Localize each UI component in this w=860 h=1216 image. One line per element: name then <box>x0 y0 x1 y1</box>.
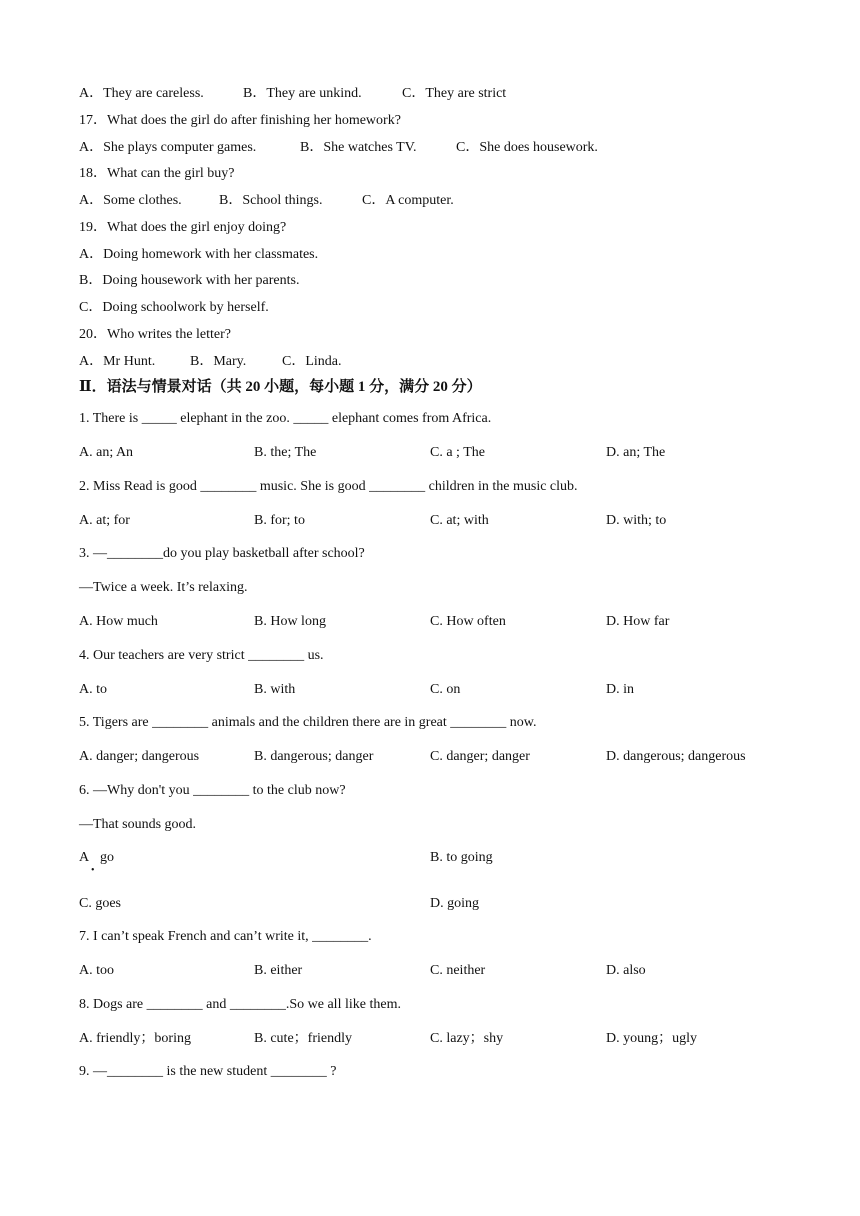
q7-options <box>79 962 799 980</box>
option-d: D. young；ugly <box>606 1031 697 1046</box>
option-c: C. a ; The <box>430 445 485 460</box>
option-a: A. at; for <box>79 513 130 528</box>
option: B．School things. <box>219 193 323 208</box>
option-d: D. dangerous; dangerous <box>606 749 746 764</box>
option-c: C. neither <box>430 963 486 978</box>
question-stem: 1. There is _____ elephant in the zoo. _____ elephant comes from Africa. <box>79 411 492 426</box>
option-a: A. too <box>79 963 114 978</box>
option-a: A. to <box>79 682 107 697</box>
option-dot: • <box>91 865 95 876</box>
question-stem: 20．Who writes the letter? <box>79 327 232 342</box>
q20-options <box>79 353 799 371</box>
q6-options-row1 <box>79 849 799 867</box>
question-stem: 17．What does the girl do after finishing her homework? <box>79 113 401 128</box>
option-b: B. to going <box>430 850 493 865</box>
option-c: C. at; with <box>430 513 489 528</box>
option-a-letter: A <box>79 850 90 865</box>
question-stem: 5. Tigers are ________ animals and the children there are in great ________ now. <box>79 715 537 730</box>
option: B．She watches TV. <box>300 140 417 155</box>
option: C．Linda. <box>282 354 342 369</box>
option-b: B. the; The <box>254 445 317 460</box>
option: A．Doing homework with her classmates. <box>79 247 319 262</box>
q8-options <box>79 1030 799 1048</box>
question-stem: 6. —Why don't you ________ to the club now? <box>79 783 346 798</box>
option-b: B. with <box>254 682 296 697</box>
option-b: B. dangerous; danger <box>254 749 374 764</box>
option: B．They are unkind. <box>243 86 362 101</box>
dialogue-reply: —Twice a week. It’s relaxing. <box>79 580 248 595</box>
dialogue-reply: —That sounds good. <box>79 817 197 832</box>
option-c: C. goes <box>79 896 121 911</box>
q6-options-row2 <box>79 895 799 913</box>
option-c: C. on <box>430 682 461 697</box>
option-a: A. How much <box>79 614 158 629</box>
option: C．She does housework. <box>456 140 598 155</box>
option-b: B. How long <box>254 614 326 629</box>
option-a: A. friendly；boring <box>79 1031 191 1046</box>
option-b: B. cute；friendly <box>254 1031 352 1046</box>
option: C．They are strict <box>402 86 507 101</box>
question-stem: 18．What can the girl buy? <box>79 166 235 181</box>
option: B．Doing housework with her parents. <box>79 273 300 288</box>
option-b: B. either <box>254 963 303 978</box>
q18-options <box>79 192 799 210</box>
option-a-text: go <box>100 850 114 865</box>
option-d: D. with; to <box>606 513 667 528</box>
option-a: A. danger; dangerous <box>79 749 200 764</box>
option-d: D. an; The <box>606 445 666 460</box>
option-c: C. danger; danger <box>430 749 530 764</box>
option: A．They are careless. <box>79 86 204 101</box>
section-heading: Ⅱ．语法与情景对话（共 20 小题，每小题 1 分，满分 20 分） <box>79 379 482 395</box>
option: B．Mary. <box>190 354 247 369</box>
option-a: A. an; An <box>79 445 134 460</box>
option-d: D. How far <box>606 614 670 629</box>
q5-options <box>79 748 799 766</box>
option: A．Some clothes. <box>79 193 182 208</box>
q2-options <box>79 512 799 530</box>
option-b: B. for; to <box>254 513 305 528</box>
question-stem: 4. Our teachers are very strict ________ us. <box>79 648 324 663</box>
option-c: C. lazy；shy <box>430 1031 504 1046</box>
option: C．Doing schoolwork by herself. <box>79 300 269 315</box>
option-c: C. How often <box>430 614 506 629</box>
question-stem: 19．What does the girl enjoy doing? <box>79 220 287 235</box>
option: A．Mr Hunt. <box>79 354 156 369</box>
option-d: D. also <box>606 963 646 978</box>
q1-options <box>79 444 799 462</box>
question-stem: 3. —________do you play basketball after school? <box>79 546 365 561</box>
question-stem: 2. Miss Read is good ________ music. She is good ________ children in the music club. <box>79 479 578 494</box>
question-stem: 7. I can’t speak French and can’t write it, ________. <box>79 929 372 944</box>
q3-options <box>79 613 799 631</box>
option-d: D. going <box>430 896 479 911</box>
q16-options <box>79 85 799 103</box>
question-stem: 8. Dogs are ________ and ________.So we all like them. <box>79 997 401 1012</box>
option: C．A computer. <box>362 193 454 208</box>
q4-options <box>79 681 799 699</box>
option: A．She plays computer games. <box>79 140 257 155</box>
q17-options <box>79 139 799 157</box>
question-stem: 9. —________ is the new student ________ ? <box>79 1064 337 1079</box>
option-d: D. in <box>606 682 634 697</box>
